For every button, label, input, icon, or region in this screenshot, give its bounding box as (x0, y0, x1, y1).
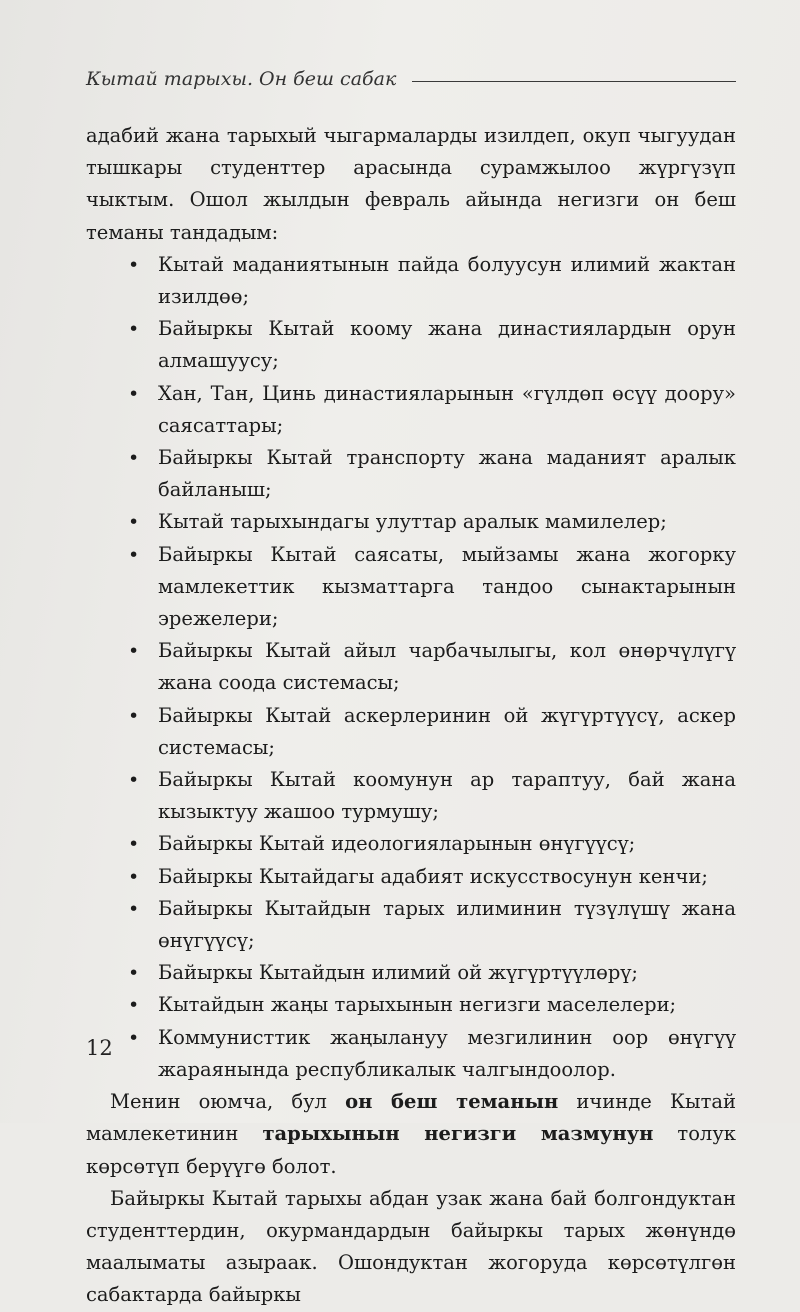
list-item (86, 635, 736, 699)
topic-text: Байыркы Кытай транспорту жана маданият аралык байланыш; (158, 446, 736, 502)
list-item (86, 506, 736, 538)
bullet-icon: • (128, 511, 140, 534)
list-item (86, 861, 736, 893)
bullet-icon: • (128, 447, 140, 470)
list-item (86, 313, 736, 377)
topic-text: Байыркы Кытай аскерлеринин ой жүгүртүүсү, аскер системасы; (158, 703, 736, 759)
topic-text: Хан, Тан, Цинь династияларынын «гүлдөп өсүү доору» саясаттары; (158, 381, 736, 437)
list-item (86, 378, 736, 442)
topics-list (86, 249, 736, 1086)
page-number: 12 (86, 1036, 113, 1060)
list-item (86, 1022, 736, 1086)
list-item (86, 957, 736, 989)
bullet-icon: • (128, 769, 140, 792)
conclusion-bold-2: тарыхынын негизги мазмунун (262, 1122, 654, 1146)
list-item (86, 893, 736, 957)
bullet-icon: • (128, 1026, 140, 1049)
topic-text: Байыркы Кытай айыл чарбачылыгы, кол өнөрчүлүгү жана соода системасы; (158, 639, 736, 695)
header-rule (412, 81, 736, 82)
topic-text: Байыркы Кытайдын илимий ой жүгүртүүлөрү; (158, 961, 638, 985)
list-item (86, 442, 736, 506)
topic-text: Байыркы Кытай саясаты, мыйзамы жана жогорку мамлекеттик кызматтарга тандоо сынактарынын эрежелери; (158, 542, 736, 631)
bullet-icon: • (128, 543, 140, 566)
topic-text: Кытай тарыхындагы улуттар аралык мамилелер; (158, 510, 667, 534)
list-item (86, 539, 736, 636)
topic-text: Кытайдын жаңы тарыхынын негизги маселелери; (158, 993, 677, 1017)
bullet-icon: • (128, 833, 140, 856)
topic-text: Байыркы Кытай коому жана династиялардын орун алмашуусу; (158, 317, 736, 373)
topic-text: Байыркы Кытай идеологияларынын өнүгүүсү; (158, 832, 636, 856)
closing-paragraph: Байыркы Кытай тарыхы абдан узак жана бай болгондуктан студенттердин, окурмандардын байыркы тарых жөнүндө маалыматы азыраак. Ошондуктан жогоруда көрсөтүлгөн сабактарда байыркы (86, 1186, 736, 1307)
topic-text: Байыркы Кытайдагы адабият искусствосунун кенчи; (158, 864, 708, 888)
running-title: Кытай тарыхы. Он беш сабак (86, 68, 397, 90)
bullet-icon: • (128, 382, 140, 405)
bullet-icon: • (128, 253, 140, 276)
list-item (86, 764, 736, 828)
bullet-icon: • (128, 994, 140, 1017)
list-item (86, 828, 736, 860)
intro-paragraph: адабий жана тарыхый чыгармаларды изилдеп, окуп чыгуудан тышкары студенттер арасында сурамжылоо жүргүзүп чыктым. Ошол жылдын февраль айында негизги он беш теманы тандадым: (86, 124, 736, 244)
conclusion-bold-1: он беш теманын (345, 1090, 559, 1114)
list-item (86, 989, 736, 1021)
conclusion-paragraph (86, 1086, 736, 1183)
conclusion-text-1: Менин оюмча, бул (110, 1090, 346, 1114)
topic-text: Коммунисттик жаңылануу мезгилинин оор өнүгүү жараянында республикалык чалгындоолор. (158, 1025, 736, 1081)
bullet-icon: • (128, 640, 140, 663)
bullet-icon: • (128, 865, 140, 888)
page-body (86, 120, 736, 1312)
running-header (86, 64, 736, 94)
conclusion-text-2: ичинде Кытай мамлекетинин (86, 1090, 736, 1146)
list-item (86, 700, 736, 764)
bullet-icon: • (128, 897, 140, 920)
list-item (86, 249, 736, 313)
bullet-icon: • (128, 318, 140, 341)
topic-text: Байыркы Кытай коомунун ар тараптуу, бай жана кызыктуу жашоо турмушу; (158, 768, 736, 824)
bullet-icon: • (128, 962, 140, 985)
bullet-icon: • (128, 704, 140, 727)
conclusion-text-3: толук көрсөтүп берүүгө болот. (86, 1122, 736, 1178)
topic-text: Байыркы Кытайдын тарых илиминин түзүлүшү жана өнүгүүсү; (158, 896, 736, 953)
topic-text: Кытай маданиятынын пайда болуусун илимий жактан изилдөө; (158, 252, 736, 309)
